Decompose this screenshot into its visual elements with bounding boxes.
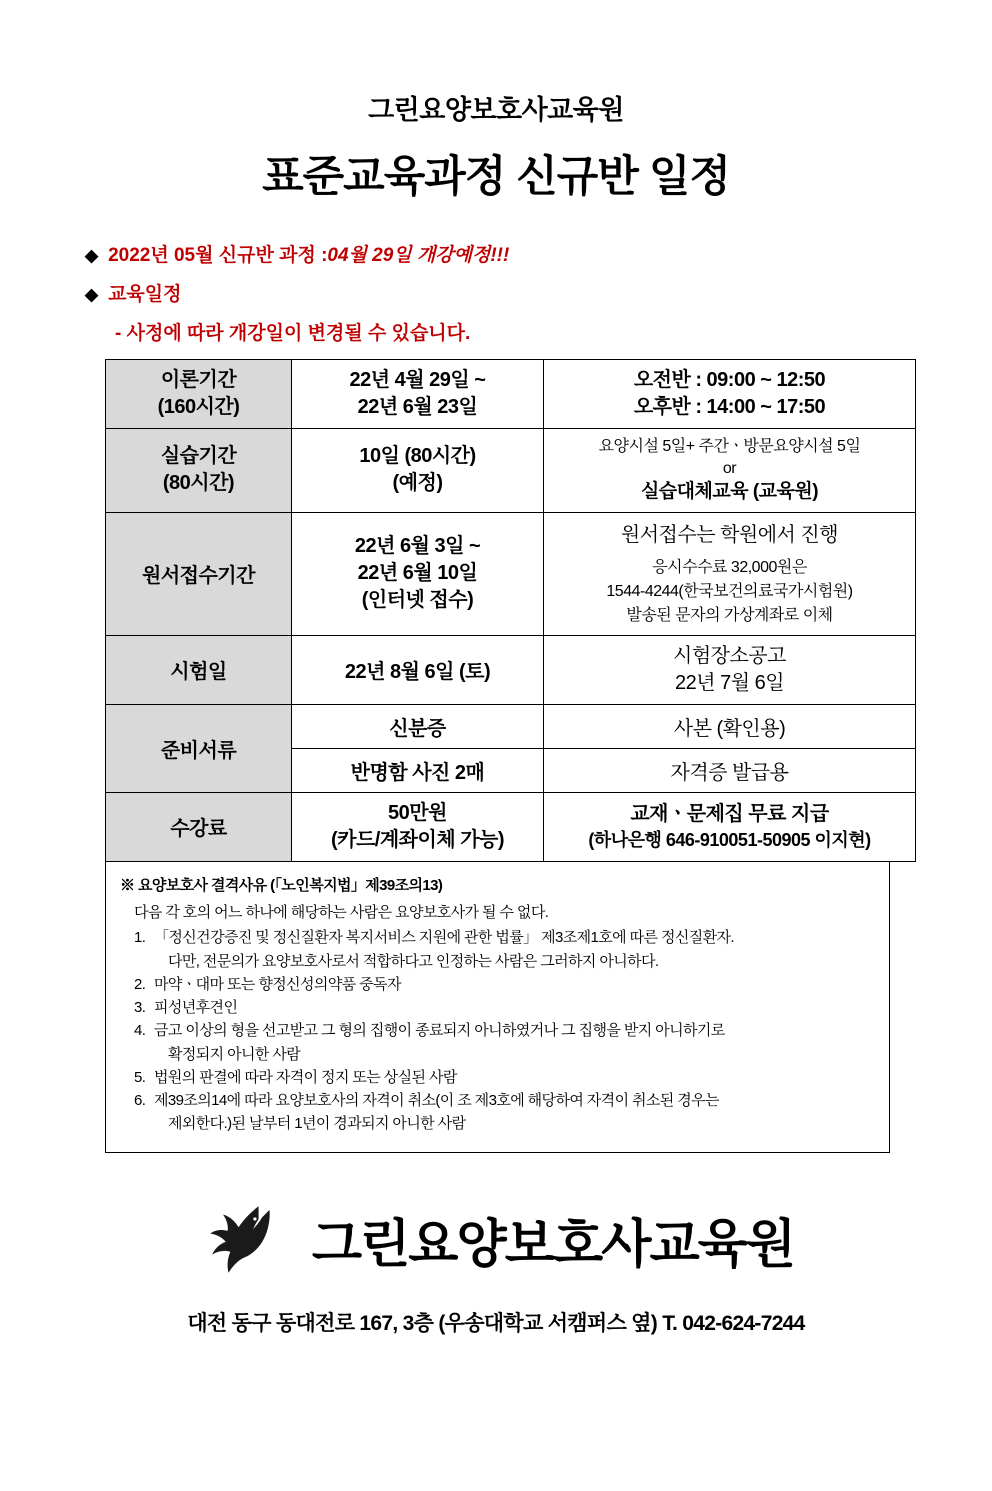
table-row <box>106 429 916 513</box>
bullet-schedule <box>85 279 992 306</box>
row-label-theory: 이론기간 (160시간) <box>106 360 292 429</box>
schedule-change-note: - 사정에 따라 개강일이 변경될 수 있습니다. <box>115 323 471 344</box>
row-tuition-amount: 50만원 (카드/계좌이체 가능) <box>292 792 544 861</box>
flyer-page <box>0 88 992 1491</box>
table-row <box>106 704 916 748</box>
row-detail-application: 원서접수는 학원에서 진행 응시수수료 32,000원은 1544-4244(한국보건의료국가시험원) 발송된 문자의 가상계좌로 이체 <box>544 512 916 635</box>
bullet-course-date <box>85 240 992 267</box>
list-item-sub: 제외한다.)된 날부터 1년이 경과되지 아니한 사람 <box>168 1115 466 1133</box>
table-row <box>106 792 916 861</box>
notes-title: ※ 요양보호사 결격사유 (「노인복지법」제39조의13) <box>120 876 443 894</box>
list-item-sub: 다만, 전문의가 요양보호사로서 적합하다고 인정하는 사람은 그러하지 아니하다. <box>168 952 659 970</box>
bullet-list <box>0 240 992 345</box>
table-row <box>106 360 916 429</box>
list-item: 3. 피성년후견인 <box>134 999 238 1017</box>
row-period-exam: 22년 8월 6일 (토) <box>292 635 544 704</box>
bullet-course-date-text: 2022년 05월 신규반 과정 : <box>108 245 328 266</box>
row-document-id-detail: 사본 (확인용) <box>544 704 916 748</box>
list-item: 5. 법원의 판결에 따라 자격이 정지 또는 상실된 사람 <box>134 1068 457 1086</box>
table-row <box>106 512 916 635</box>
row-period-practice: 10일 (80시간) (예정) <box>292 429 544 513</box>
row-document-id: 신분증 <box>292 704 544 748</box>
row-label-tuition: 수강료 <box>106 792 292 861</box>
bullet-schedule-text: 교육일정 <box>108 284 182 305</box>
list-item: 2. 마약ㆍ대마 또는 향정신성의약품 중독자 <box>134 975 401 993</box>
schedule-table-wrapper <box>0 359 992 862</box>
schedule-table <box>105 359 916 862</box>
table-row <box>106 635 916 704</box>
bullet-course-date-emphasis: 04월 29일 개강예정!!! <box>327 245 510 266</box>
list-item: 4. 금고 이상의 형을 선고받고 그 형의 집행이 종료되지 아니하였거나 그 집행을 받지 아니하기로 <box>134 1022 725 1040</box>
organization-name: 그린요양보호사교육원 <box>368 95 624 125</box>
row-label-practice: 실습기간 (80시간) <box>106 429 292 513</box>
footer-organization-name: 그린요양보호사교육원 <box>311 1216 795 1275</box>
row-label-documents: 준비서류 <box>106 704 292 792</box>
row-label-application: 원서접수기간 <box>106 512 292 635</box>
row-detail-exam: 시험장소공고 22년 7월 6일 <box>544 635 916 704</box>
disqualification-notes <box>105 862 890 1153</box>
dove-icon <box>198 1199 290 1281</box>
row-document-photo: 반명함 사진 2매 <box>292 748 544 792</box>
list-item: 1. 「정신건강증진 및 정신질환자 복지서비스 지원에 관한 법률」 제3조제1호에 따른 정신질환자. <box>134 929 735 947</box>
notes-lead: 다음 각 호의 어느 하나에 해당하는 사람은 요양보호사가 될 수 없다. <box>134 904 549 922</box>
diamond-icon-2: ◆ <box>85 285 99 304</box>
row-detail-theory: 오전반 : 09:00 ~ 12:50 오후반 : 14:00 ~ 17:50 <box>544 360 916 429</box>
footer-address: 대전 동구 동대전로 167, 3층 (우송대학교 서캠퍼스 옆) T. 042-624-7244 <box>187 1311 805 1335</box>
list-item: 6. 제39조의14에 따라 요양보호사의 자격이 취소(이 조 제3호에 해당하여 자격이 취소된 경우는 <box>134 1092 719 1110</box>
page-title: 표준교육과정 신규반 일정 <box>262 153 730 201</box>
row-period-application: 22년 6월 3일 ~ 22년 6월 10일 (인터넷 접수) <box>292 512 544 635</box>
row-label-exam: 시험일 <box>106 635 292 704</box>
row-period-theory: 22년 4월 29일 ~ 22년 6월 23일 <box>292 360 544 429</box>
row-tuition-detail: 교재ㆍ문제집 무료 지급 (하나은행 646-910051-50905 이지현) <box>544 792 916 861</box>
row-detail-practice: 요양시설 5일+ 주간ㆍ방문요양시설 5일 or 실습대체교육 (교육원) <box>544 429 916 513</box>
footer-brand <box>0 1199 992 1281</box>
row-document-photo-detail: 자격증 발급용 <box>544 748 916 792</box>
diamond-icon: ◆ <box>85 246 99 265</box>
list-item-sub: 확정되지 아니한 사람 <box>168 1045 301 1063</box>
